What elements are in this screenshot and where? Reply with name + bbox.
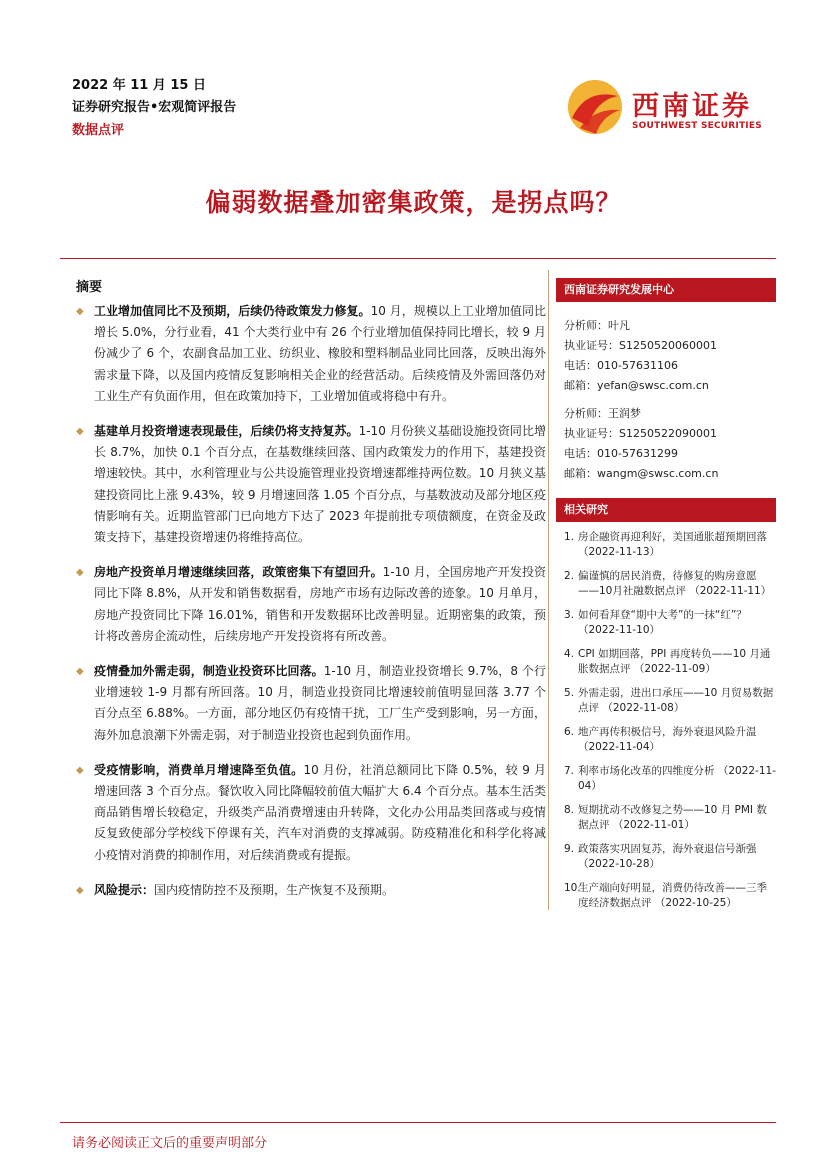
summary-item-text: 1-10 月，制造业投资增长 9.7%，8 个行业增速较 1-9 月都有所回落。10 月，制造业投资同比增速较前值明显回落 3.77 个百分点至 6.88%。一方面，部分地区仍有疫情干扰，工厂生产受到影响，另一方面，海外加息浪潮下外需走弱，对于制造业投资也起到负面作用。 [94,664,546,742]
bullet-diamond-icon: ◆ [76,884,84,896]
summary-item [72,661,546,746]
footer-divider [60,1122,776,1123]
summary-item [72,562,546,647]
summary-item-text: 国内疫情防控不及预期，生产恢复不及预期。 [154,882,395,897]
report-type: 证券研究报告•宏观简评报告 [72,100,237,115]
related-research-number: 1. [564,531,575,543]
related-research-number: 2. [564,570,575,582]
bullet-diamond-icon: ◆ [76,666,84,678]
analyst-card [556,404,776,484]
related-research-label: 相关研究 [556,498,776,522]
analyst-card [556,316,776,396]
bullet-diamond-icon: ◆ [76,426,84,438]
report-category: 数据点评 [72,123,125,138]
logo-mark-icon [566,78,624,136]
footer-disclaimer: 请务必阅读正文后的重要声明部分 [72,1136,268,1151]
analyst-name: 分析师：王润梦 [564,407,641,420]
summary-item-text: 1-10 月份狭义基础设施投资同比增长 8.7%，加快 0.1 个百分点，在基数继续回落、国内政策发力的作用下，基建投资增速较快。其中，水利管理业与公共设施管理业投资增速都维持两位数。10 月狭义基建投资同比上涨 9.43%，较 9 月增速回落 1.05 个百分点，与基数波动及部分地区疫情影响有关。近期监管部门已向地方下达了 2023 年提前批专项债额度，在资金及政策支持下，基建投资增速仍将维持高位。 [94,424,546,545]
research-center-label: 西南证券研究发展中心 [556,278,776,302]
summary-item-text: 1-10 月，全国房地产开发投资同比下降 8.8%，从开发和销售数据看，房地产市场有边际改善的迹象。10 月单月，房地产投资同比下降 16.01%，销售和开发数据环比改善明显。近期密集的政策，预计将改善房企流动性，后续房地产开发投资将有所改善。 [94,565,546,643]
summary-item-lead: 疫情叠加外需走弱，制造业投资环比回落。 [94,664,324,679]
related-research-item[interactable] [556,881,776,911]
related-research-item[interactable] [556,569,776,599]
related-research-item[interactable] [556,764,776,794]
related-research-title: 利率市场化改革的四维度分析 （2022-11-04） [578,765,776,792]
related-research-title: 政策落实巩固复苏，海外衰退信号渐强 （2022-10-28） [578,843,757,870]
related-research-title: 偏谨慎的居民消费，待修复的购房意愿——10月社融数据点评 （2022-11-11） [578,570,772,597]
related-research-item[interactable] [556,725,776,755]
summary-item-lead: 房地产投资单月增速继续回落，政策密集下有望回升。 [94,565,383,580]
related-research-number: 6. [564,726,575,738]
related-research-number: 9. [564,843,575,855]
related-research-title: 外需走弱，进出口承压——10 月贸易数据点评 （2022-11-08） [578,687,774,714]
analyst-phone: 电话：010-57631106 [564,359,678,372]
related-research-title: 房企融资再迎利好，美国通胀超预期回落 （2022-11-13） [578,531,767,558]
related-research-title: CPI 如期回落，PPI 再度转负——10 月通胀数据点评 （2022-11-09） [578,648,771,675]
summary-item-text: 10 月，规模以上工业增加值同比增长 5.0%，分行业看，41 个大类行业中有 26 个行业增加值保持同比增长，较 9 月份减少了 6 个，农副食品加工业、纺织业、橡胶和塑料制品业同比回落，反映出海外需求量下降，以及国内疫情反复影响相关企业的经营活动。后续疫情及外需回落仍对工业生产有负面作用，但在政策加持下，工业增加值或将稳中有升。 [94,304,546,403]
related-research-number: 8. [564,804,575,816]
report-title: 偏弱数据叠加密集政策，是拐点吗？ [205,188,622,217]
logo-name-cn: 西南证券 [632,91,752,122]
logo-name-en: SOUTHWEST SECURITIES [632,121,762,131]
summary-heading: 摘要 [76,280,103,295]
related-research-item[interactable] [556,842,776,872]
bullet-diamond-icon: ◆ [76,306,84,317]
related-research-number: 3. [564,609,575,621]
summary-item-text: 10 月份，社消总额同比下降 0.5%，较 9 月增速回落 3 个百分点。餐饮收入同比降幅较前值大幅扩大 6.4 个百分点。基本生活类商品销售增长较稳定，升级类产品消费增速由升转降，文化办公用品类回落或与疫情反复致使部分学校线下停课有关，汽车对消费的支撑减弱。防疫精准化和科学化将减小疫情对消费的抑制作用，对后续消费或有提振。 [94,762,546,862]
sidebar [556,278,776,920]
related-research-title: 如何看拜登“期中大考”的一抹“红”？（2022-11-10） [578,609,747,636]
summary-item [72,301,546,407]
related-research-number: 5. [564,687,575,699]
summary-item-lead: 风险提示： [94,882,155,897]
related-research-title: 短期扰动不改修复之势——10 月 PMI 数据点评 （2022-11-01） [578,804,767,831]
analyst-phone: 电话：010-57631299 [564,447,678,460]
related-research-title: 地产再传积极信号，海外衰退风险升温 （2022-11-04） [578,726,757,753]
summary-item-lead: 基建单月投资增速表现最佳，后续仍将支持复苏。 [94,424,359,439]
bullet-diamond-icon: ◆ [76,567,84,579]
related-research-item[interactable] [556,530,776,560]
analyst-name: 分析师：叶凡 [564,319,630,332]
analyst-license: 执业证号：S1250522090001 [564,427,717,440]
summary-item [72,421,546,548]
summary-item-lead: 受疫情影响，消费单月增速降至负值。 [94,762,304,777]
analyst-email[interactable]: 邮箱：wangm@swsc.com.cn [564,467,719,480]
column-divider [548,270,549,910]
related-research-item[interactable] [556,686,776,716]
summary-section [72,301,546,915]
summary-item [72,760,546,866]
report-date: 2022 年 11 月 15 日 [72,78,206,93]
analyst-license: 执业证号：S1250520060001 [564,339,717,352]
company-logo [566,78,766,136]
bullet-diamond-icon: ◆ [76,764,84,776]
header-divider [60,258,776,259]
related-research-number: 10. [564,882,581,894]
summary-item-lead: 工业增加值同比不及预期，后续仍待政策发力修复。 [94,304,371,318]
related-research-number: 4. [564,648,575,660]
related-research-item[interactable] [556,647,776,677]
analyst-email[interactable]: 邮箱：yefan@swsc.com.cn [564,379,709,392]
related-research-list [556,530,776,911]
related-research-item[interactable] [556,803,776,833]
summary-item [72,880,546,901]
related-research-item[interactable] [556,608,776,638]
related-research-number: 7. [564,765,575,777]
related-research-title: 生产端向好明显，消费仍待改善——三季度经济数据点评 （2022-10-25） [578,882,767,909]
